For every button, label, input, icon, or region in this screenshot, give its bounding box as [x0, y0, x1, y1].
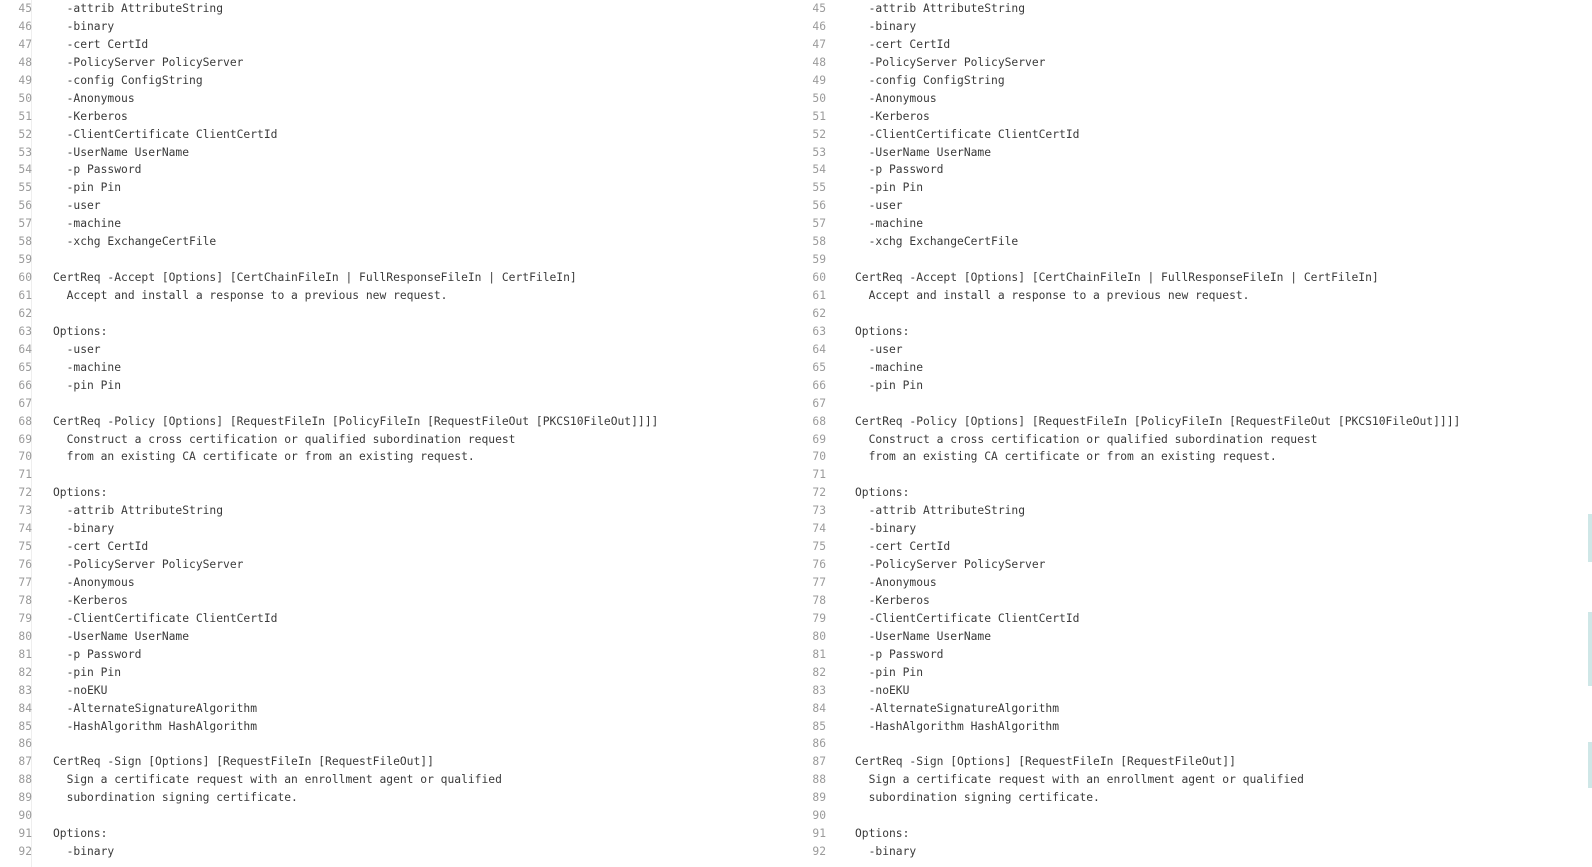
code-line[interactable] [0, 18, 796, 36]
line-number: 60 [812, 271, 826, 285]
code-text: -binary [855, 19, 917, 33]
code-text: Options: [53, 324, 108, 338]
line-number: 85 [812, 719, 826, 733]
code-text: -xchg ExchangeCertFile [53, 235, 217, 249]
code-line[interactable] [0, 108, 796, 126]
right-diff-pane[interactable] [796, 0, 1592, 867]
line-number: 51 [812, 109, 826, 123]
code-line[interactable] [0, 54, 796, 72]
code-text: CertReq -Policy [Options] [RequestFileIn [PolicyFileIn [RequestFileOut [PKCS10FileOut]]]] [53, 414, 659, 428]
line-number: 72 [812, 486, 826, 500]
overview-ruler[interactable] [1588, 0, 1592, 867]
code-text: -cert CertId [53, 540, 149, 554]
line-number: 66 [812, 378, 826, 392]
code-line[interactable] [796, 359, 1592, 377]
line-number: 65 [812, 360, 826, 374]
line-number: 50 [18, 91, 32, 105]
code-line[interactable] [0, 161, 796, 179]
code-line[interactable] [0, 700, 796, 718]
code-text: subordination signing certificate. [855, 791, 1100, 805]
code-line[interactable] [796, 592, 1592, 610]
line-number: 81 [18, 647, 32, 661]
line-number: 83 [812, 683, 826, 697]
line-number: 53 [18, 145, 32, 159]
code-line[interactable] [0, 90, 796, 108]
code-line[interactable] [796, 72, 1592, 90]
code-text: Sign a certificate request with an enrollment agent or qualified [855, 773, 1304, 787]
code-line[interactable] [796, 448, 1592, 466]
code-line[interactable] [0, 341, 796, 359]
code-text: -config ConfigString [855, 73, 1005, 87]
line-number: 63 [18, 324, 32, 338]
line-number: 92 [812, 845, 826, 859]
line-number: 91 [812, 827, 826, 841]
code-line[interactable] [0, 843, 796, 861]
code-text: -attrib AttributeString [855, 504, 1026, 518]
line-number: 74 [812, 522, 826, 536]
code-line[interactable] [796, 502, 1592, 520]
code-text: Options: [855, 827, 910, 841]
line-number: 75 [18, 540, 32, 554]
code-line[interactable] [796, 520, 1592, 538]
code-text: Accept and install a response to a previous new request. [53, 289, 448, 302]
line-number: 92 [18, 845, 32, 859]
code-line[interactable] [0, 197, 796, 215]
code-text: -UserName UserName [53, 629, 190, 643]
code-text: -PolicyServer PolicyServer [53, 55, 244, 69]
code-line[interactable] [0, 305, 796, 323]
line-number: 54 [18, 163, 32, 177]
code-line[interactable] [796, 753, 1592, 771]
line-number: 52 [812, 127, 826, 141]
code-text: -pin Pin [53, 665, 122, 679]
line-number: 86 [812, 737, 826, 751]
code-text: Options: [53, 486, 108, 500]
code-text: -noEKU [53, 683, 108, 697]
code-text: -ClientCertificate ClientCertId [855, 127, 1080, 141]
code-text: -config ConfigString [53, 73, 203, 87]
code-text: -xchg ExchangeCertFile [855, 235, 1019, 249]
code-text: -PolicyServer PolicyServer [855, 558, 1046, 572]
code-line[interactable] [796, 251, 1592, 269]
code-text: -noEKU [855, 683, 910, 697]
line-number: 56 [18, 199, 32, 213]
code-line[interactable] [796, 538, 1592, 556]
code-line[interactable] [0, 431, 796, 449]
code-text: -cert CertId [855, 37, 951, 51]
line-number: 63 [812, 324, 826, 338]
code-line[interactable] [796, 735, 1592, 753]
code-line[interactable] [0, 735, 796, 753]
code-line[interactable] [0, 251, 796, 269]
line-number: 77 [18, 576, 32, 589]
code-line[interactable] [796, 161, 1592, 179]
code-text: CertReq -Sign [Options] [RequestFileIn [RequestFileOut]] [855, 755, 1236, 769]
code-line[interactable] [0, 179, 796, 197]
code-line[interactable] [796, 484, 1592, 502]
code-text: -UserName UserName [53, 145, 190, 159]
code-line[interactable] [796, 377, 1592, 395]
line-number: 49 [18, 73, 32, 87]
code-text: -ClientCertificate ClientCertId [53, 127, 278, 141]
code-line[interactable] [0, 664, 796, 682]
code-text: Options: [855, 324, 910, 338]
line-number: 82 [18, 665, 32, 679]
code-text: -machine [855, 217, 924, 231]
line-number: 49 [812, 73, 826, 87]
code-text: -binary [53, 522, 115, 536]
code-text: -user [855, 199, 903, 213]
code-line[interactable] [0, 520, 796, 538]
code-text: Options: [855, 486, 910, 500]
code-text: -p Password [855, 163, 944, 177]
code-line[interactable] [0, 395, 796, 413]
code-line[interactable] [796, 108, 1592, 126]
line-number: 51 [18, 109, 32, 123]
code-line[interactable] [796, 54, 1592, 72]
code-line[interactable] [0, 359, 796, 377]
code-line[interactable] [796, 197, 1592, 215]
code-line[interactable] [796, 90, 1592, 108]
line-number: 61 [18, 289, 32, 302]
line-number: 47 [18, 37, 32, 51]
code-line[interactable] [796, 789, 1592, 807]
line-number: 67 [812, 396, 826, 410]
line-number: 57 [18, 217, 32, 231]
line-number: 84 [812, 701, 826, 715]
code-text: -ClientCertificate ClientCertId [855, 611, 1080, 625]
line-number: 70 [812, 450, 826, 464]
code-text: -binary [53, 19, 115, 33]
code-line[interactable] [0, 413, 796, 431]
line-number: 85 [18, 719, 32, 733]
code-text: -attrib AttributeString [53, 504, 224, 518]
line-number: 78 [18, 593, 32, 607]
code-line[interactable] [796, 628, 1592, 646]
code-text: -ClientCertificate ClientCertId [53, 611, 278, 625]
line-number: 71 [812, 468, 826, 482]
code-line[interactable] [0, 771, 796, 789]
code-text: -Anonymous [855, 91, 937, 105]
right-code-lines [796, 0, 1592, 861]
code-line[interactable] [796, 323, 1592, 341]
code-line[interactable] [0, 538, 796, 556]
code-line[interactable] [796, 807, 1592, 825]
line-number: 57 [812, 217, 826, 231]
code-line[interactable] [796, 574, 1592, 592]
code-line[interactable] [796, 466, 1592, 484]
code-text: Sign a certificate request with an enrollment agent or qualified [53, 773, 502, 787]
code-line[interactable] [0, 646, 796, 664]
code-line[interactable] [796, 431, 1592, 449]
line-number: 88 [812, 773, 826, 787]
code-line[interactable] [0, 323, 796, 341]
line-number: 87 [812, 755, 826, 769]
line-number: 81 [812, 647, 826, 661]
line-number: 73 [18, 504, 32, 518]
code-line[interactable] [796, 646, 1592, 664]
change-marker[interactable] [1588, 514, 1592, 562]
code-text: -p Password [53, 163, 142, 177]
line-number: 75 [812, 540, 826, 554]
line-number: 70 [18, 450, 32, 464]
code-text: -cert CertId [855, 540, 951, 554]
code-text: -p Password [855, 647, 944, 661]
line-number: 55 [812, 181, 826, 195]
line-number: 83 [18, 683, 32, 697]
code-text: -AlternateSignatureAlgorithm [53, 701, 258, 715]
line-number: 88 [18, 773, 32, 787]
code-text: from an existing CA certificate or from an existing request. [855, 450, 1277, 464]
code-text: subordination signing certificate. [53, 791, 298, 805]
line-number: 74 [18, 522, 32, 536]
code-line[interactable] [0, 789, 796, 807]
line-number: 62 [812, 306, 826, 320]
code-text: CertReq -Accept [Options] [CertChainFileIn | FullResponseFileIn | CertFileIn] [53, 271, 577, 285]
code-line[interactable] [0, 753, 796, 771]
line-number: 66 [18, 378, 32, 392]
code-text: -p Password [53, 647, 142, 661]
line-number: 69 [812, 432, 826, 446]
code-text: -Anonymous [855, 576, 937, 589]
code-line[interactable] [0, 144, 796, 162]
code-text: -user [53, 342, 101, 356]
line-number: 54 [812, 163, 826, 177]
change-marker[interactable] [1588, 612, 1592, 686]
code-line[interactable] [796, 144, 1592, 162]
line-number: 80 [812, 629, 826, 643]
line-number: 56 [812, 199, 826, 213]
line-number: 46 [18, 19, 32, 33]
code-text: -cert CertId [53, 37, 149, 51]
line-number: 47 [812, 37, 826, 51]
line-number: 53 [812, 145, 826, 159]
code-line[interactable] [0, 377, 796, 395]
code-line[interactable] [796, 305, 1592, 323]
line-number: 90 [18, 809, 32, 823]
code-line[interactable] [0, 72, 796, 90]
code-text: -PolicyServer PolicyServer [855, 55, 1046, 69]
code-line[interactable] [796, 269, 1592, 287]
line-number: 64 [18, 342, 32, 356]
code-text: -UserName UserName [855, 145, 992, 159]
code-text: -attrib AttributeString [855, 2, 1026, 15]
code-line[interactable] [0, 556, 796, 574]
line-number: 77 [812, 576, 826, 589]
code-line[interactable] [796, 287, 1592, 305]
code-text: -machine [53, 360, 122, 374]
line-number: 60 [18, 271, 32, 285]
code-line[interactable] [0, 233, 796, 251]
line-number: 79 [812, 611, 826, 625]
code-text: -AlternateSignatureAlgorithm [855, 701, 1060, 715]
line-number: 55 [18, 181, 32, 195]
code-text: -user [855, 342, 903, 356]
line-number: 50 [812, 91, 826, 105]
line-number: 73 [812, 504, 826, 518]
line-number: 79 [18, 611, 32, 625]
code-text: -attrib AttributeString [53, 2, 224, 15]
line-number: 45 [18, 2, 32, 15]
line-number: 68 [18, 414, 32, 428]
code-text: -Kerberos [53, 593, 128, 607]
line-number: 65 [18, 360, 32, 374]
line-number: 72 [18, 486, 32, 500]
code-text: -pin Pin [53, 181, 122, 195]
code-line[interactable] [0, 215, 796, 233]
code-text: Options: [53, 827, 108, 841]
line-number: 90 [812, 809, 826, 823]
code-text: -pin Pin [53, 378, 122, 392]
code-text: -pin Pin [855, 665, 924, 679]
line-number: 52 [18, 127, 32, 141]
code-line[interactable] [796, 718, 1592, 736]
change-marker[interactable] [1588, 742, 1592, 788]
code-text: -binary [53, 845, 115, 859]
code-text: from an existing CA certificate or from an existing request. [53, 450, 475, 464]
code-line[interactable] [796, 18, 1592, 36]
code-text: -binary [855, 845, 917, 859]
line-number: 58 [812, 235, 826, 249]
code-text: CertReq -Policy [Options] [RequestFileIn [PolicyFileIn [RequestFileOut [PKCS10FileOut]]]] [855, 414, 1461, 428]
code-text: CertReq -Sign [Options] [RequestFileIn [RequestFileOut]] [53, 755, 434, 769]
code-line[interactable] [0, 807, 796, 825]
line-number: 86 [18, 737, 32, 751]
code-text: Construct a cross certification or qualified subordination request [855, 432, 1318, 446]
line-number: 76 [812, 558, 826, 572]
code-text: -Anonymous [53, 576, 135, 589]
code-line[interactable] [796, 610, 1592, 628]
code-line[interactable] [0, 36, 796, 54]
code-text: -machine [53, 217, 122, 231]
code-text: Construct a cross certification or qualified subordination request [53, 432, 516, 446]
line-number: 46 [812, 19, 826, 33]
code-line[interactable] [796, 395, 1592, 413]
code-text: -pin Pin [855, 181, 924, 195]
code-line[interactable] [0, 610, 796, 628]
line-number: 89 [18, 791, 32, 805]
code-line[interactable] [0, 0, 796, 18]
code-text: -Anonymous [53, 91, 135, 105]
code-text: -user [53, 199, 101, 213]
code-text: -Kerberos [855, 109, 930, 123]
code-text: -Kerberos [53, 109, 128, 123]
code-line[interactable] [0, 682, 796, 700]
code-text: -UserName UserName [855, 629, 992, 643]
line-number: 68 [812, 414, 826, 428]
code-line[interactable] [0, 126, 796, 144]
code-line[interactable] [0, 592, 796, 610]
line-number: 58 [18, 235, 32, 249]
line-number: 78 [812, 593, 826, 607]
code-line[interactable] [796, 179, 1592, 197]
line-number: 89 [812, 791, 826, 805]
code-line[interactable] [796, 36, 1592, 54]
line-number: 61 [812, 289, 826, 302]
line-number: 87 [18, 755, 32, 769]
code-line[interactable] [0, 502, 796, 520]
code-text: CertReq -Accept [Options] [CertChainFileIn | FullResponseFileIn | CertFileIn] [855, 271, 1379, 285]
line-number: 91 [18, 827, 32, 841]
code-line[interactable] [796, 700, 1592, 718]
line-number: 69 [18, 432, 32, 446]
code-line[interactable] [796, 771, 1592, 789]
code-line[interactable] [796, 825, 1592, 843]
code-line[interactable] [0, 825, 796, 843]
line-number: 59 [812, 253, 826, 267]
code-line[interactable] [796, 556, 1592, 574]
line-number: 84 [18, 701, 32, 715]
line-number: 76 [18, 558, 32, 572]
code-line[interactable] [0, 484, 796, 502]
line-number: 48 [812, 55, 826, 69]
code-line[interactable] [796, 126, 1592, 144]
code-text: -HashAlgorithm HashAlgorithm [53, 719, 258, 733]
code-line[interactable] [796, 682, 1592, 700]
left-code-lines [0, 0, 796, 861]
code-text: -Kerberos [855, 593, 930, 607]
code-line[interactable] [796, 413, 1592, 431]
code-line[interactable] [796, 664, 1592, 682]
code-line[interactable] [796, 0, 1592, 18]
line-number: 48 [18, 55, 32, 69]
line-number: 59 [18, 253, 32, 267]
code-text: -PolicyServer PolicyServer [53, 558, 244, 572]
line-number: 67 [18, 396, 32, 410]
code-text: -binary [855, 522, 917, 536]
line-number: 64 [812, 342, 826, 356]
code-line[interactable] [796, 233, 1592, 251]
code-line[interactable] [796, 215, 1592, 233]
code-text: -machine [855, 360, 924, 374]
code-line[interactable] [0, 448, 796, 466]
line-number: 71 [18, 468, 32, 482]
line-number: 82 [812, 665, 826, 679]
code-line[interactable] [0, 269, 796, 287]
line-number: 62 [18, 306, 32, 320]
code-line[interactable] [796, 341, 1592, 359]
code-line[interactable] [0, 628, 796, 646]
code-line[interactable] [0, 466, 796, 484]
code-text: -HashAlgorithm HashAlgorithm [855, 719, 1060, 733]
code-text: Accept and install a response to a previous new request. [855, 289, 1250, 302]
code-line[interactable] [796, 843, 1592, 861]
code-line[interactable] [0, 574, 796, 592]
code-line[interactable] [0, 718, 796, 736]
line-number: 80 [18, 629, 32, 643]
code-text: -pin Pin [855, 378, 924, 392]
code-line[interactable] [0, 287, 796, 305]
line-number: 45 [812, 2, 826, 15]
